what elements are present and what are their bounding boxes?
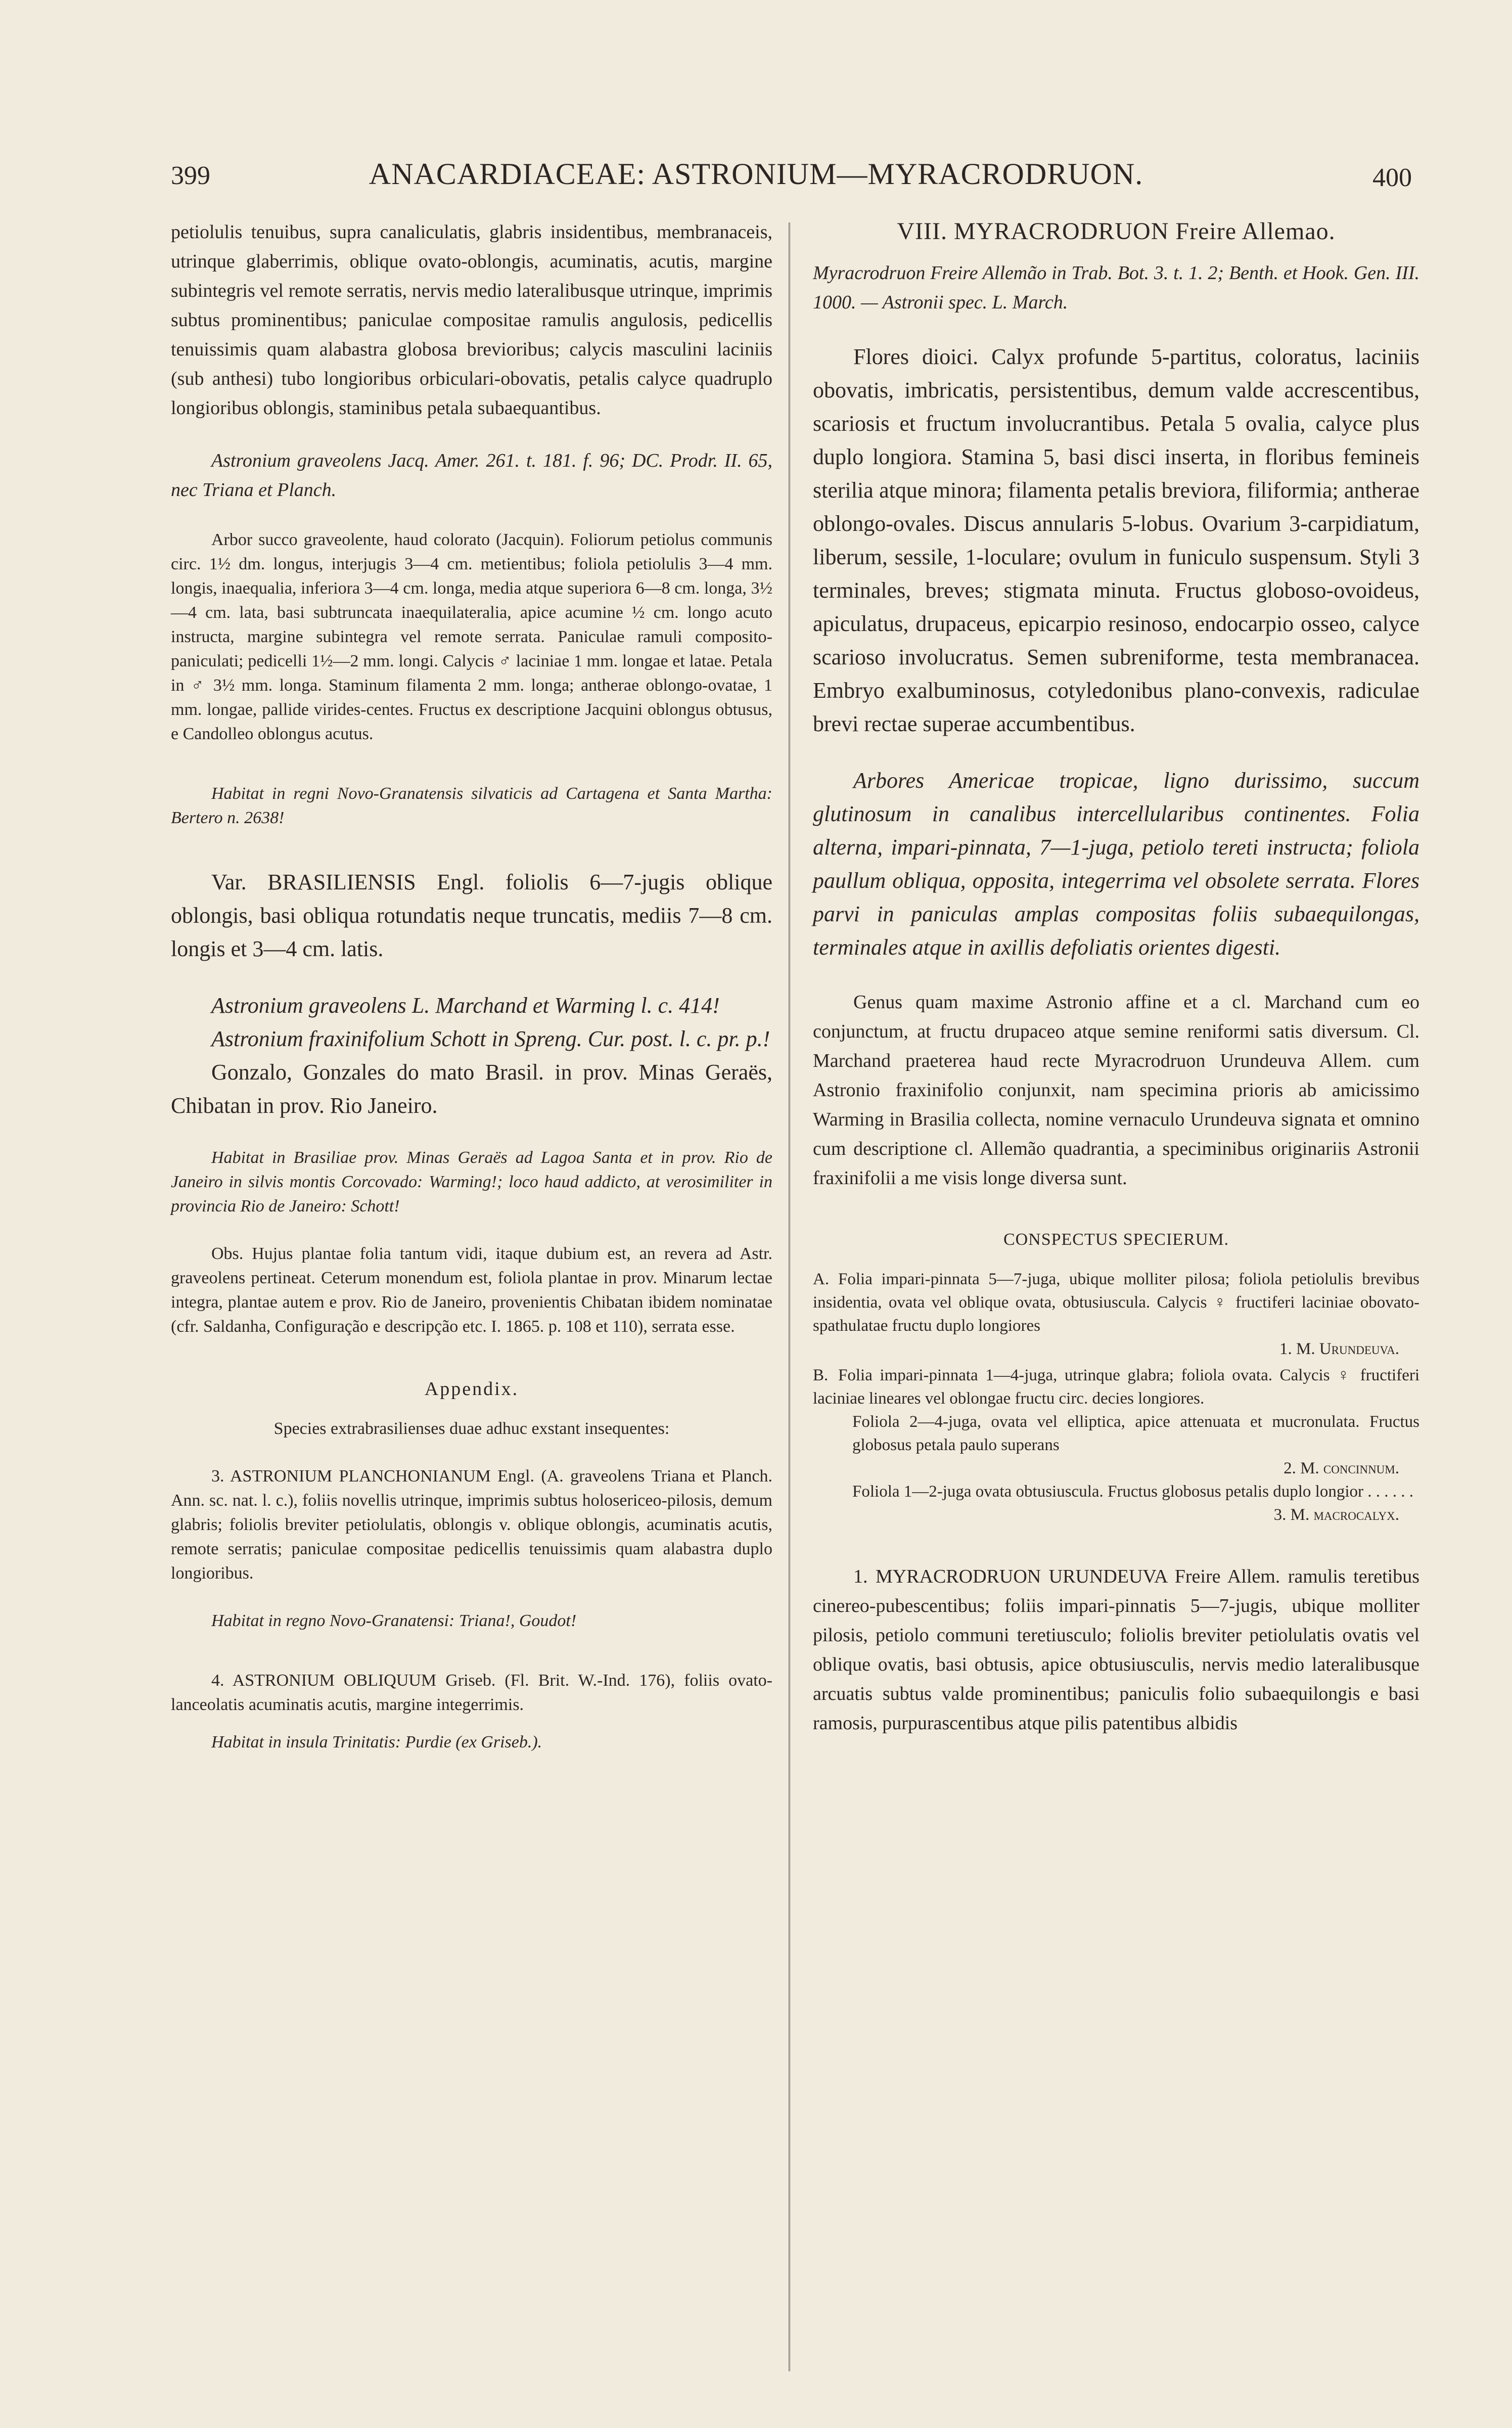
species-4-description: 4. ASTRONIUM OBLIQUUM Griseb. (Fl. Brit. W.-Ind. 176), foliis ovato-lanceolatis acuminatis acutis, margine integerrimis. (171, 1671, 772, 1714)
variety-synonym-2: Astronium fraxinifolium Schott in Spreng. Cur. post. l. c. pr. p.! (211, 1026, 770, 1051)
key-text-a: Folia impari-pinnata 5—7-juga, ubique molliter pilosa; foliola petiolulis brevibus insidentia, ovata vel oblique ovata, obtusiuscula. Calycis ♀ fructiferi laciniae obovato-spathulatae fructu duplo longiores (813, 1270, 1419, 1335)
running-title: ANACARDIACEAE: ASTRONIUM—MYRACRODRUON. (369, 157, 1143, 191)
variety-synonym-1: Astronium graveolens L. Marchand et Warming l. c. 414! (211, 993, 720, 1018)
variety-habitat: Habitat in Brasiliae prov. Minas Geraës ad Lagoa Santa et in prov. Rio de Janeiro in silvis montis Corcovado: Warming!; loco haud addicto, at verosimiliter in provincia Rio de Janeiro: Schott! (171, 1148, 772, 1216)
appendix-intro: Species extrabrasilienses duae adhuc exstant insequentes: (273, 1419, 670, 1438)
synonym-reference: Astronium graveolens Jacq. Amer. 261. t. 181. f. 96; DC. Prodr. II. 65, nec Triana et Planch. (171, 450, 772, 501)
key-entry-b2: Foliola 1—2-juga ovata obtusiuscula. Fructus globosus petalis duplo longior . . . . . . (852, 1482, 1413, 1501)
genus-habit: Arbores Americae tropicae, ligno durissimo, succum glutinosum in canalibus intercellularibus continentes. Folia alterna, impari-pinnata, 7—1-juga, petiolo tereti instructa; foliola paullum obliqua, opposita, integerrima vel obsolete serrata. Flores parvi in paniculas amplas compositas foliis subaequilongas, terminales atque in axillis defoliatis orientes digesti. (813, 768, 1419, 960)
key-text-b: Folia impari-pinnata 1—4-juga, utrinque glabra; foliola ovata. Calycis ♀ fructiferi laciniae lineares vel oblongae fructu circ. decies longiores. (813, 1366, 1419, 1408)
page-number-right: 400 (1372, 163, 1412, 192)
species-3-habitat: Habitat in regno Novo-Granatensi: Triana!, Goudot! (211, 1611, 577, 1630)
page-number-left: 399 (171, 161, 210, 190)
column-divider (789, 222, 790, 2371)
key-result-1: 1. M. Urundeuva. (1279, 1340, 1399, 1358)
genus-note: Genus quam maxime Astronio affine et a cl. Marchand cum eo conjunctum, at fructu drupaceo atque semine reniformi satis diversum. Cl. Marchand praeterea haud recte Myracrodruon Urundeuva Allem. cum Astronio fraxinifolio conjunxit, nam specimina prioris ab amicissimo Warming in Brasilia collecta, nomine vernaculo Urundeuva signata et omnino cum descriptione cl. Allemão quadrantia, a speciminibus originariis Astronii fraxinifolii a me visis longe diversa sunt. (813, 992, 1419, 1189)
species-description: petiolulis tenuibus, supra canaliculatis, glabris insidentibus, membranaceis, utrinque glaberrimis, oblique ovato-oblongis, acuminatis, acutis, margine subintegris vel remote serratis, nervis medio lateralibusque utrinque, imprimis subtus prominentibus; paniculae compositae ramulis angulosis, pedicellis tenuissimis quam alabastra globosa brevioribus; calycis masculini laciniis (sub anthesi) tubo longioribus orbiculari-obovatis, petalis calyce quadruplo longioribus oblongis, staminibus petala subaequantibus. (171, 221, 772, 419)
key-result-3: 3. M. macrocalyx. (1273, 1506, 1399, 1524)
detailed-description: Arbor succo graveolente, haud colorato (Jacquin). Foliorum petiolus communis circ. 1½ dm. longus, interjugis 3—4 cm. metientibus; foliola petiolulis 3—4 mm. longis, inaequalia, inferiora 3—4 cm. longa, media atque superiora 6—8 cm. longa, 3½—4 cm. lata, basi subtruncata inaequilateralia, apice acumine ½ cm. longo acuto instructa, margine subintegra vel remote serrata. Paniculae ramuli composito-paniculati; pedicelli 1½—2 mm. longi. Calycis ♂ laciniae 1 mm. longae et latae. Petala in ♂ 3½ mm. longa. Staminum filamenta 2 mm. longa; antherae oblongo-ovatae, 1 mm. longae, pallide virides-centes. Fructus ex descriptione Jacquini oblongus obtusus, e Candolleo oblongus acutus. (171, 530, 772, 743)
key-entry-b (813, 1364, 1419, 1410)
genus-title: VIII. MYRACRODRUON Freire Allemao. (897, 218, 1336, 245)
left-column (171, 217, 772, 1755)
vernacular-names: Gonzalo, Gonzales do mato Brasil. in prov. Minas Geraës, Chibatan in prov. Rio Janeiro. (171, 1060, 772, 1118)
key-result-2: 2. M. concinnum. (1284, 1459, 1399, 1477)
key-entry-a (813, 1268, 1419, 1337)
variety-description: Var. BRASILIENSIS Engl. foliolis 6—7-jugis oblique oblongis, basi obliqua rotundatis neque truncatis, mediis 7—8 cm. longis et 3—4 cm. latis. (171, 870, 772, 961)
habitat-note: Habitat in regni Novo-Granatensis silvaticis ad Cartagena et Santa Martha: Bertero n. 2638! (171, 784, 772, 827)
key-label-a: A. (813, 1270, 830, 1288)
key-label-b: B. (813, 1366, 829, 1384)
species-1-description: 1. MYRACRODRUON URUNDEUVA Freire Allem. ramulis teretibus cinereo-pubescentibus; foliis impari-pinnatis 5—7-jugis, ubique molliter pilosis, petiolo communi teretiusculo; foliolis breviter petiolulatis ovatis vel oblique ovatis, basi obtusis, apice obtusiusculis, nervis medio lateralibusque arcuatis subtus valde prominentibus; paniculis folio subaequilongis e basi ramosis, purpurascentibus atque pilis patentibus albidis (813, 1566, 1419, 1734)
appendix-title: Appendix. (424, 1378, 519, 1400)
genus-description: Flores dioici. Calyx profunde 5-partitus, coloratus, laciniis obovatis, imbricatis, persistentibus, demum valde accrescentibus, scariosis et fructum involucrantibus. Petala 5 ovalia, calyce plus duplo longiora. Stamina 5, basi disci inserta, in floribus femineis sterilia atque minora; filamenta petalis breviora, filiformia; antherae oblongo-ovales. Discus annularis 5-lobus. Ovarium 3-carpidiatum, liberum, sessile, 1-loculare; ovulum in funiculo suspensum. Styli 3 terminales, breves; stigmata minuta. Fructus globoso-ovoideus, apiculatus, drupaceus, epicarpio resinoso, endocarpio osseo, calyce scarioso involucratus. Semen subreniforme, testa membranacea. Embryo exalbuminosus, cotyledonibus plano-convexis, radiculae brevi rectae superae accumbentibus. (813, 344, 1419, 736)
key-entry-b1: Foliola 2—4-juga, ovata vel elliptica, apice attenuata et mucronulata. Fructus globosus petala paulo superans (852, 1413, 1419, 1454)
species-3-description: 3. ASTRONIUM PLANCHONIANUM Engl. (A. graveolens Triana et Planch. Ann. sc. nat. l. c.), foliis novellis utrinque, imprimis subtus holosericeo-pilosis, demum glabris; foliolis breviter petiolulatis, oblongis v. oblique oblongis, acuminatis acutis, remote serratis; paniculae compositae pedicellis tenuissimis quam alabastra duplo longioribus. (171, 1467, 772, 1583)
right-column (813, 217, 1419, 1738)
species-key (813, 1228, 1419, 1526)
conspectus-title: CONSPECTUS SPECIERUM. (1003, 1230, 1229, 1249)
genus-reference: Myracrodruon Freire Allemão in Trab. Bot. 3. t. 1. 2; Benth. et Hook. Gen. III. 1000. — Astronii spec. L. March. (813, 262, 1419, 313)
observation-note: Obs. Hujus plantae folia tantum vidi, itaque dubium est, an revera ad Astr. graveolens pertineat. Ceterum monendum est, foliola plantae in prov. Minarum lectae integra, plantae autem e prov. Rio de Janeiro, provenientis Chibatan ibidem nominatae (cfr. Saldanha, Configuração e descripção etc. I. 1865. p. 108 et 110), serrata esse. (171, 1244, 772, 1336)
species-4-habitat: Habitat in insula Trinitatis: Purdie (ex Griseb.). (211, 1733, 542, 1751)
